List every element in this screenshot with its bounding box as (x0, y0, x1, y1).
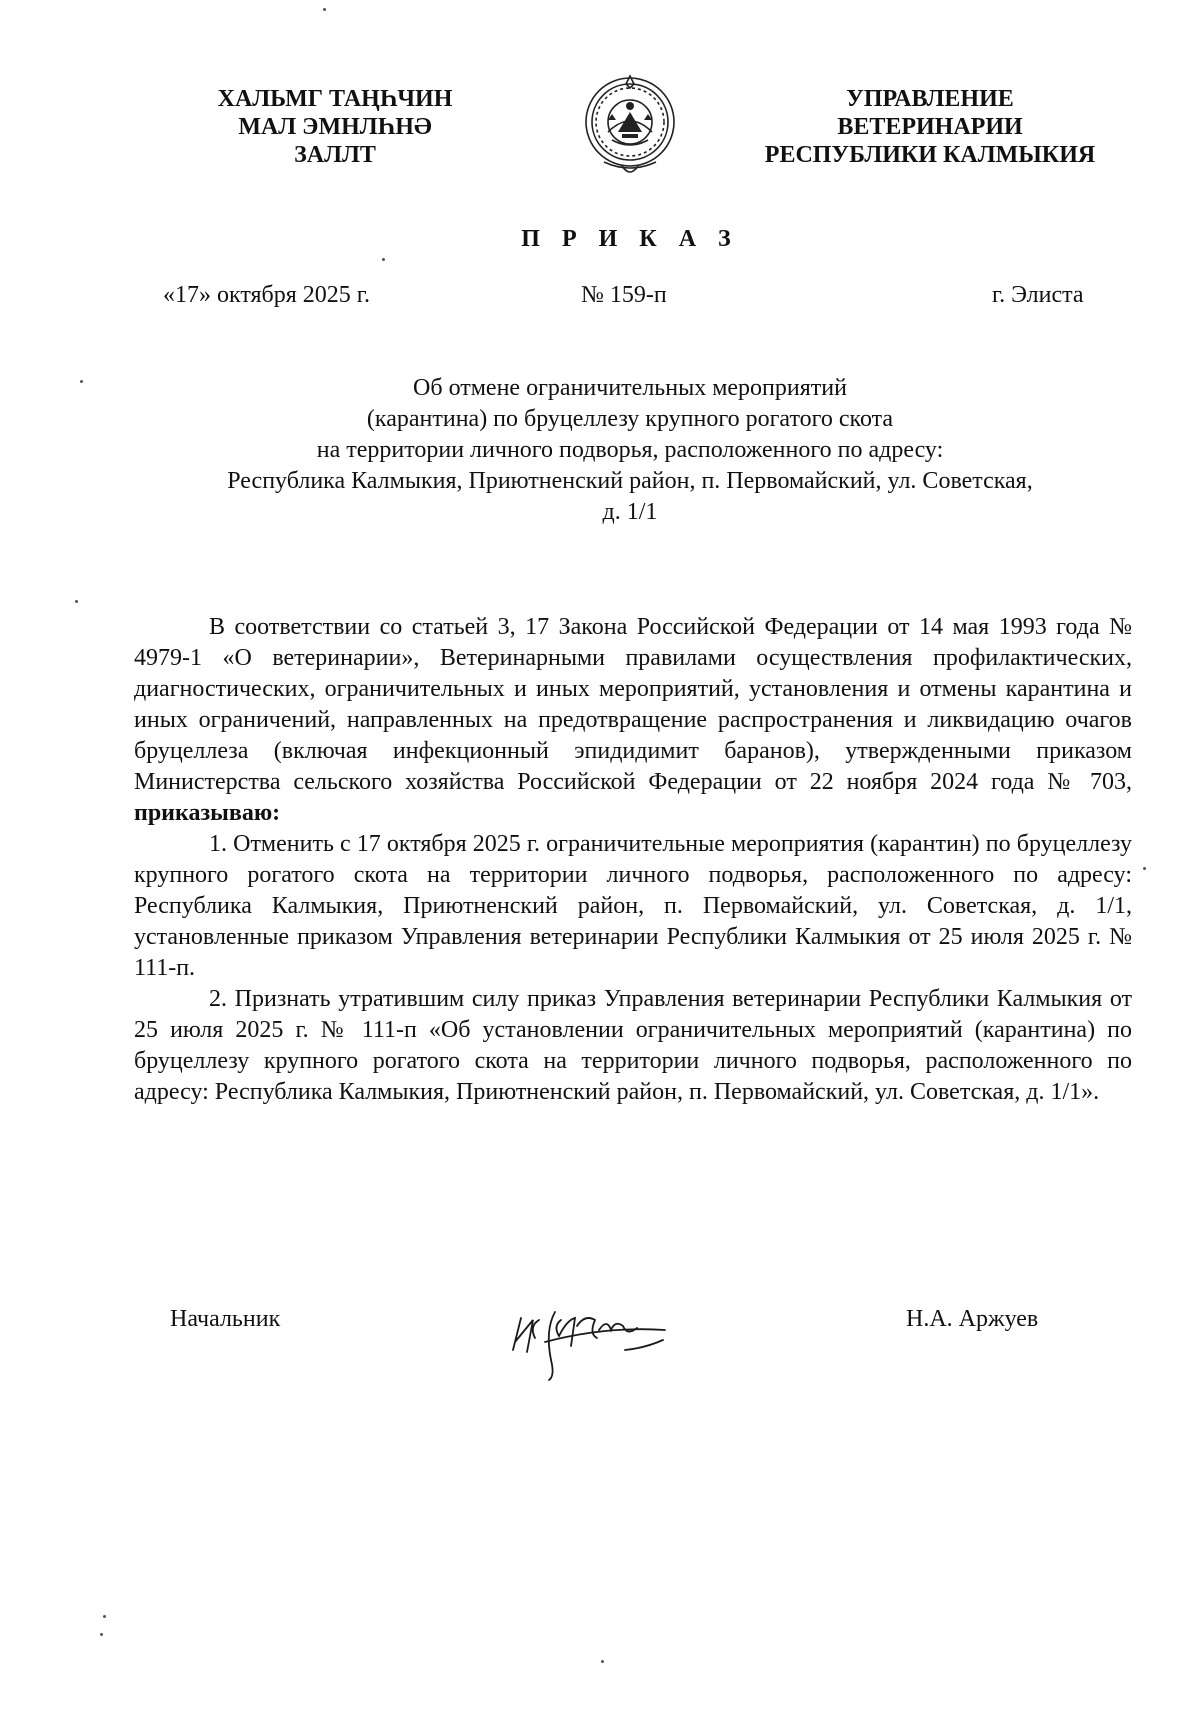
scan-speck (103, 1615, 106, 1618)
body-preamble (134, 612, 1132, 829)
scan-speck (382, 258, 385, 261)
header-left-line-3: ЗАЛЛТ (294, 142, 376, 168)
scan-speck (80, 380, 83, 383)
subject-line-5: д. 1/1 (602, 499, 658, 525)
order-body (134, 612, 1132, 1108)
scan-speck (100, 1633, 103, 1636)
subject-line-1: Об отмене ограничительных мероприятий (413, 375, 847, 401)
header-right-line-3: РЕСПУБЛИКИ КАЛМЫКИЯ (764, 142, 1096, 168)
scan-speck (75, 600, 78, 603)
header-left-line-1: ХАЛЬМГ ТАҢҺЧИН (217, 86, 453, 112)
scan-speck (1143, 867, 1146, 870)
kalmykia-coat-of-arms-icon (578, 70, 682, 182)
order-subject (130, 373, 1130, 528)
header-right-line-2: ВЕТЕРИНАРИИ (837, 114, 1023, 140)
order-city: г. Элиста (992, 282, 1084, 308)
order-number: № 159-п (581, 282, 667, 308)
scan-speck (601, 1660, 604, 1663)
order-word: приказываю: (134, 800, 281, 826)
preamble-text: В соответствии со статьей 3, 17 Закона Российской Федерации от 14 мая 1993 года № 4979-1 «О ветеринарии», Ветеринарными правилами осуществления профилактических, диагностических, ограничительных и иных мероприятий, установления и отмены карантина и иных ограничений, направленных на предотвращение распространения и ликвидацию очагов бруцеллеза (включая инфекционный эпидидимит баранов), утвержденными приказом Министерства сельского хозяйства Российской Федерации от 22 ноября 2024 года № 703, (134, 614, 1132, 795)
header-russian-title (740, 85, 1120, 169)
order-item-1: 1. Отменить с 17 октября 2025 г. ограничительные мероприятия (карантин) по бруцеллезу крупного рогатого скота на территории личного подворья, расположенного по адресу: Республика Калмыкия, Приютненский район, п. Первомайский, ул. Советская, д. 1/1, установленные приказом Управления ветеринарии Республики Калмыкия от 25 июля 2025 г. № 111-п. (134, 831, 1132, 981)
document-type-title: П Р И К А З (521, 226, 739, 252)
header-left-line-2: МАЛ ЭМНЛҺНӘ (238, 114, 432, 140)
order-item-2: 2. Признать утратившим силу приказ Управления ветеринарии Республики Калмыкия от 25 июля 2025 г. № 111-п «Об установлении ограничительных мероприятий (карантина) по бруцеллезу крупного рогатого скота на территории личного подворья, расположенного по адресу: Республика Калмыкия, Приютненский район, п. Первомайский, ул. Советская, д. 1/1». (134, 986, 1132, 1105)
handwritten-signature-icon (505, 1290, 675, 1385)
header-kalmyk-title (185, 85, 485, 169)
scan-speck (323, 8, 326, 11)
subject-line-3: на территории личного подворья, расположенного по адресу: (316, 437, 944, 463)
order-date: «17» октября 2025 г. (163, 282, 370, 308)
signatory-name: Н.А. Аржуев (906, 1306, 1039, 1332)
header-right-line-1: УПРАВЛЕНИЕ (846, 86, 1014, 112)
subject-line-2: (карантина) по бруцеллезу крупного рогатого скота (366, 406, 894, 432)
subject-line-4: Республика Калмыкия, Приютненский район, п. Первомайский, ул. Советская, (227, 468, 1033, 494)
signatory-title: Начальник (170, 1306, 281, 1332)
